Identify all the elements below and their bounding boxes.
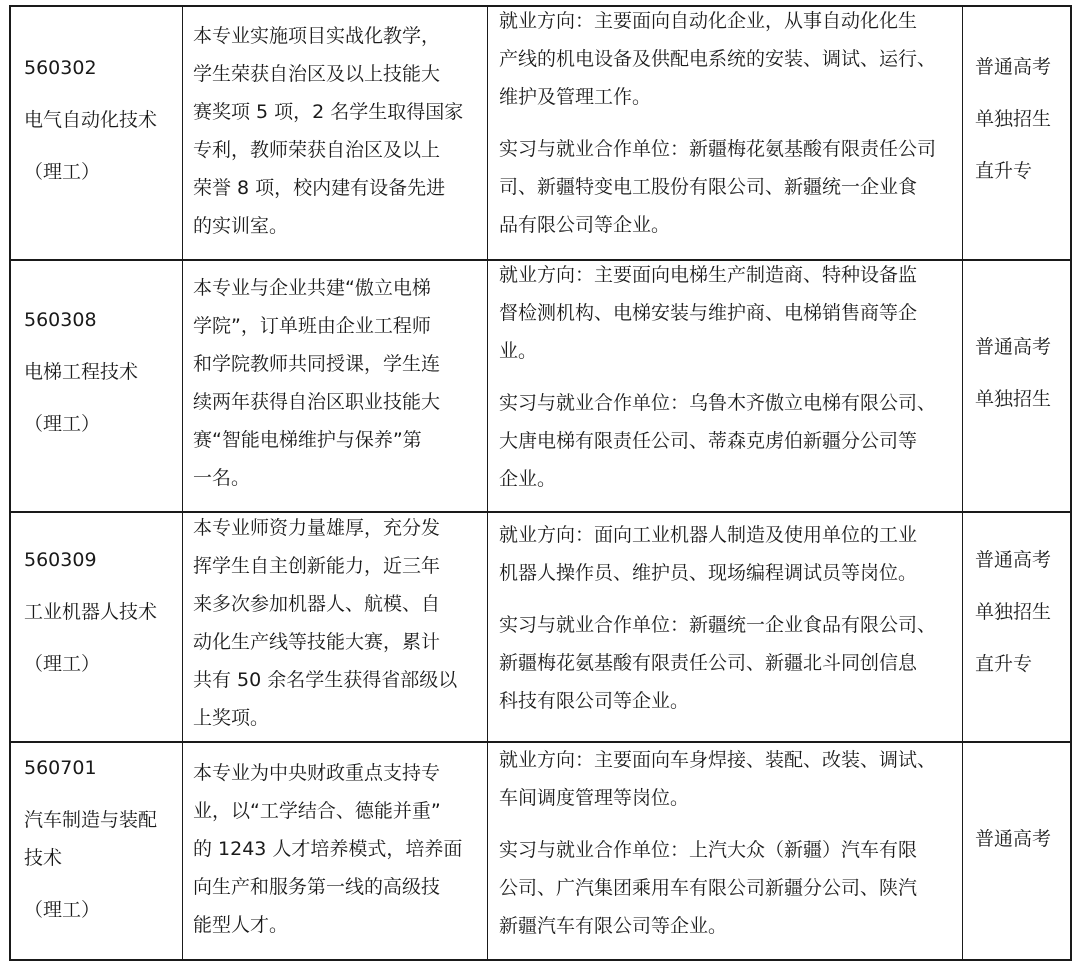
feature-line: 专利，教师荣获自治区及以上 [193,139,441,161]
partner-line: 新疆梅花氨基酸有限责任公司、新疆北斗同创信息 [499,652,918,674]
partner-line: 实习与就业合作单位：乌鲁木齐傲立电梯有限公司、 [499,392,937,414]
partner-line: 科技有限公司等企业。 [499,690,690,712]
career-line: 督检测机构、电梯安装与维护商、电梯销售商等企 [499,302,918,324]
program-name: 技术 [24,847,63,869]
partner-line: 实习与就业合作单位：上汽大众（新疆）汽车有限 [499,839,918,861]
admission-method: 单独招生 [975,388,1052,410]
feature-line: 本专业为中央财政重点支持专 [193,762,441,784]
program-code: 560302 [24,57,97,79]
admission-method: 单独招生 [975,108,1052,130]
row-divider [9,511,1072,513]
feature-line: 能型人才。 [193,914,289,936]
feature-line: 学生荣获自治区及以上技能大 [193,63,441,85]
feature-cell [193,754,462,944]
career-line: 就业方向：主要面向车身焊接、装配、改装、调试、 [499,749,937,771]
admission-method: 普通高考 [975,56,1052,78]
table-border-bottom [9,959,1072,961]
admission-method: 普通高考 [975,549,1052,571]
career-cell [499,2,936,244]
program-name-cell [24,301,138,443]
admission-cell [975,541,1051,683]
career-line: 就业方向：主要面向自动化企业，从事自动化化生 [499,10,918,32]
feature-line: 向生产和服务第一线的高级技 [193,876,441,898]
program-name-cell [24,541,157,683]
partner-line: 司、新疆特变电工股份有限公司、新疆统一企业食 [499,176,918,198]
career-line: 车间调度管理等岗位。 [499,787,690,809]
table-border-left [9,5,11,961]
partner-line: 大唐电梯有限责任公司、蒂森克虏伯新疆分公司等 [499,430,918,452]
feature-line: 赛奖项 5 项，2 名学生取得国家 [193,101,464,123]
career-line: 机器人操作员、维护员、现场编程调试员等岗位。 [499,562,918,584]
admission-method: 直升专 [975,160,1033,182]
career-cell [499,516,936,720]
career-line: 就业方向：面向工业机器人制造及使用单位的工业 [499,524,918,546]
program-name: 电气自动化技术 [24,109,158,131]
feature-line: 续两年获得自治区职业技能大 [193,391,441,413]
admission-cell [975,48,1051,190]
admission-method: 普通高考 [975,828,1052,850]
feature-cell [193,17,463,245]
partner-line: 企业。 [499,468,557,490]
program-code: 560309 [24,549,97,571]
program-name: 电梯工程技术 [24,361,139,383]
partner-line: 实习与就业合作单位：新疆统一企业食品有限公司、 [499,614,937,636]
feature-line: 本专业与企业共建“傲立电梯 [193,277,431,299]
feature-line: 业，以“工学结合、德能并重” [193,800,441,822]
partner-line: 公司、广汽集团乘用车有限公司新疆分公司、陕汽 [499,877,918,899]
partner-line: 品有限公司等企业。 [499,214,671,236]
feature-line: 共有 50 余名学生获得省部级以 [193,669,458,691]
feature-line: 动化生产线等技能大赛，累计 [193,631,441,653]
career-cell [499,256,936,498]
admission-method: 直升专 [975,653,1033,675]
program-category: （理工） [24,899,101,921]
feature-line: 的 1243 人才培养模式，培养面 [193,838,463,860]
feature-line: 赛“智能电梯维护与保养”第 [193,429,422,451]
feature-line: 本专业实施项目实战化教学， [193,25,441,47]
feature-cell [193,509,457,737]
partner-line: 实习与就业合作单位：新疆梅花氨基酸有限责任公司 [499,138,937,160]
program-category: （理工） [24,161,101,183]
career-line: 维护及管理工作。 [499,86,652,108]
feature-line: 来多次参加机器人、航模、自 [193,593,441,615]
program-name-cell [24,749,157,929]
feature-cell [193,269,440,497]
admission-method: 普通高考 [975,336,1052,358]
program-code: 560701 [24,757,97,779]
admission-cell [975,820,1051,858]
column-divider [487,5,488,961]
column-divider [182,5,183,961]
career-cell [499,741,936,945]
feature-line: 本专业师资力量雄厚，充分发 [193,517,441,539]
partner-line: 新疆汽车有限公司等企业。 [499,915,728,937]
program-name: 工业机器人技术 [24,601,158,623]
career-line: 业。 [499,340,538,362]
table-border-right [1070,5,1072,961]
program-category: （理工） [24,413,101,435]
feature-line: 挥学生自主创新能力，近三年 [193,555,441,577]
program-category: （理工） [24,653,101,675]
column-divider [962,5,963,961]
program-name-cell [24,49,157,191]
feature-line: 学院”，订单班由企业工程师 [193,315,431,337]
feature-line: 一名。 [193,467,251,489]
admission-cell [975,328,1051,418]
feature-line: 上奖项。 [193,707,270,729]
feature-line: 和学院教师共同授课，学生连 [193,353,441,375]
feature-line: 荣誉 8 项，校内建有设备先进 [193,177,446,199]
program-code: 560308 [24,309,97,331]
career-line: 产线的机电设备及供配电系统的安装、调试、运行、 [499,48,937,70]
admission-method: 单独招生 [975,601,1052,623]
career-line: 就业方向：主要面向电梯生产制造商、特种设备监 [499,264,918,286]
program-name: 汽车制造与装配 [24,809,158,831]
feature-line: 的实训室。 [193,215,289,237]
